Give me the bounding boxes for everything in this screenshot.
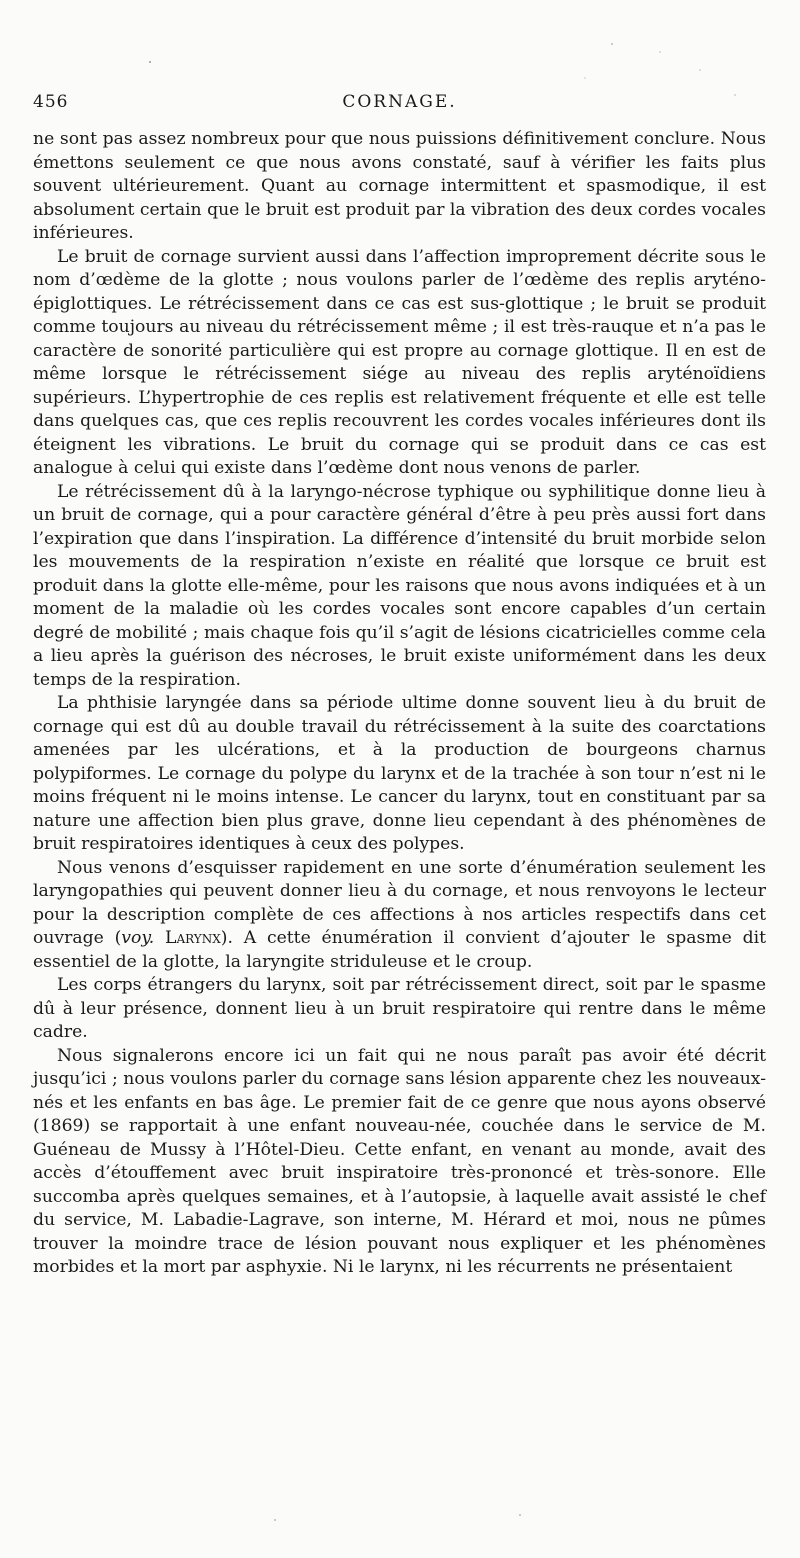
- paragraph-phthisie-laryngee: La phthisie laryngée dans sa période ultime donne souvent lieu à du bruit de cornage qui est dû au double travail du rétrécissement à la suite des coarctations amenées par les ulcérations, et à la production de bourgeons charnus polypiformes. Le cornage du polype du larynx et de la trachée à son tour n’est ni le moins fréquent ni le moins intense. Le cancer du larynx, tout en constituant par sa nature une affection bien plus grave, donne lieu cependant à des phénomènes de bruit respiratoires identiques à ceux des polypes.: [33, 693, 766, 854]
- page-header: [33, 92, 766, 116]
- cross-reference-larynx: Larynx: [165, 928, 221, 948]
- paragraph-laryngo-necrose: Le rétrécissement dû à la laryngo-nécrose typhique ou syphilitique donne lieu à un bruit de cornage, qui a pour caractère général d’être à peu près aussi fort dans l’expiration que dans l’inspiration. La différence d’intensité du bruit morbide selon les mouvements de la respiration n’existe en réalité que lorsque ce bruit est produit dans la glotte elle-même, pour les raisons que nous avons indiquées et à un moment de la maladie où les cordes vocales sont encore capables d’un certain degré de mobilité ; mais chaque fois qu’il s’agit de lésions cicatricielles comme cela a lieu après la guérison des nécroses, le bruit existe uniformément dans les deux temps de la respiration.: [33, 481, 766, 690]
- paragraph-continuation: ne sont pas assez nombreux pour que nous puissions définitivement conclure. Nous émettons seulement ce que nous avons constaté, sauf à vérifier les faits plus souvent ultérieurement. Quant au cornage intermittent et spasmodique, il est absolument certain que le bruit est produit par la vibration des deux cordes vocales inférieures.: [33, 129, 766, 243]
- paragraph-corps-etrangers: Les corps étrangers du larynx, soit par rétrécissement direct, soit par le spasme dû à leur présence, donnent lieu à un bruit respiratoire qui rentre dans le même cadre.: [33, 975, 766, 1042]
- paragraph-text-before: Nous venons d’esquisser rapidement en une sorte d’énumération seulement les laryngopathies qui peuvent donner lieu à du cornage, et nous renvoyons le lecteur pour la description complète de ces affections à nos articles respectifs dans cet ouvrage (: [33, 857, 766, 948]
- page-number: 456: [33, 92, 69, 112]
- running-title: CORNAGE.: [342, 92, 457, 112]
- paragraph-oedeme-glotte: Le bruit de cornage survient aussi dans l’affection improprement décrite sous le nom d’œdème de la glotte ; nous voulons parler de l’œdème des replis aryténo-épiglottiques. Le rétrécissement dans ce cas est sus-glottique ; le bruit se produit comme toujours au niveau du rétrécissement même ; il est très-rauque et n’a pas le caractère de sonorité particulière qui est propre au cornage glottique. Il en est de même lorsque le rétrécissement siége au niveau des replis aryténoïdiens supérieurs. L’hypertrophie de ces replis est relativement fréquente et elle est telle dans quelques cas, que ces replis recouvrent les cordes vocales inférieures dont ils éteignent les vibrations. Le bruit du cornage qui se produit dans ce cas est analogue à celui qui existe dans l’œdème dont nous venons de parler.: [33, 246, 766, 478]
- italic-abbreviation: voy.: [121, 928, 155, 948]
- paragraph-nouveaux-nes: Nous signalerons encore ici un fait qui ne nous paraît pas avoir été décrit jusqu’ici ; nous voulons parler du cornage sans lésion apparente chez les nouveaux-nés et les enfants en bas âge. Le premier fait de ce genre que nous ayons observé (1869) se rapportait à une enfant nouveau-née, couchée dans le service de M. Guéneau de Mussy à l’Hôtel-Dieu. Cette enfant, en venant au monde, avait des accès d’étouffement avec bruit inspiratoire très-prononcé et très-sonore. Elle succomba après quelques semaines, et à l’autopsie, à laquelle avait assisté le chef du service, M. Labadie-Lagrave, son interne, M. Hérard et moi, nous ne pûmes trouver la moindre trace de lésion pouvant nous expliquer et les phénomènes morbides et la mort par asphyxie. Ni le larynx, ni les récurrents ne présentaient: [33, 1045, 766, 1277]
- paragraph-text-after: ). A cette énumération il convient d’ajouter le spasme dit essentiel de la glotte, la laryngite striduleuse et le croup.: [33, 928, 766, 972]
- body-text: [33, 128, 766, 1280]
- paragraph-laryngopathies: [33, 857, 766, 975]
